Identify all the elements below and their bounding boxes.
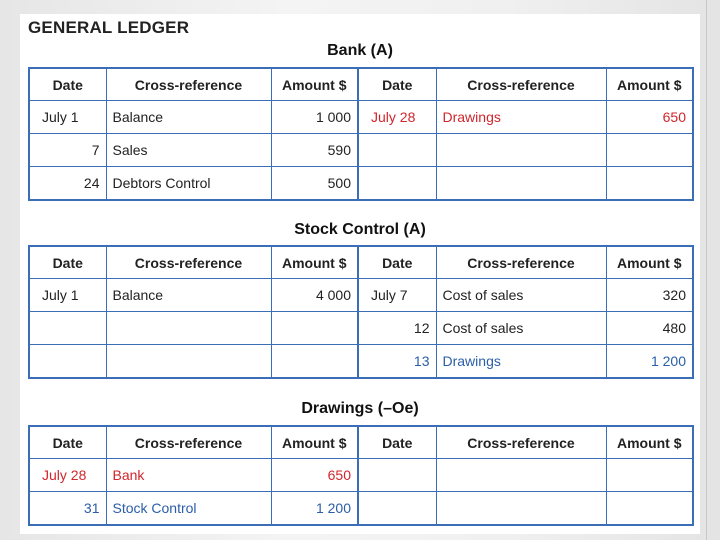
account-title-bank: Bank (A) — [327, 42, 393, 59]
header-amount: Amount $ — [606, 68, 693, 101]
ledger-table-bank — [28, 67, 694, 201]
credit-amount-cell: 480 — [606, 312, 693, 345]
debit-amount-cell: 650 — [271, 459, 358, 492]
debit-ref-cell: Stock Control — [106, 492, 271, 526]
table-row — [29, 312, 693, 345]
credit-date-cell — [358, 134, 436, 167]
debit-ref-cell: Debtors Control — [106, 167, 271, 201]
header-cross-reference: Cross-reference — [436, 246, 606, 279]
ledger-table-stock-control — [28, 245, 694, 379]
table-row — [29, 459, 693, 492]
debit-amount-cell — [271, 345, 358, 379]
credit-ref-cell: Drawings — [436, 345, 606, 379]
debit-date-cell: July 1 — [29, 279, 106, 312]
credit-amount-cell — [606, 492, 693, 526]
header-amount: Amount $ — [271, 426, 358, 459]
credit-amount-cell: 320 — [606, 279, 693, 312]
debit-amount-cell: 500 — [271, 167, 358, 201]
header-date: Date — [358, 68, 436, 101]
account-title-stock-control: Stock Control (A) — [294, 221, 426, 238]
header-amount: Amount $ — [271, 246, 358, 279]
credit-ref-cell: Cost of sales — [436, 312, 606, 345]
credit-date-cell: July 28 — [358, 101, 436, 134]
table-header-row — [29, 68, 693, 101]
header-cross-reference: Cross-reference — [436, 68, 606, 101]
debit-ref-cell — [106, 312, 271, 345]
account-title-drawings: Drawings (–Oe) — [301, 400, 419, 417]
credit-date-cell — [358, 492, 436, 526]
credit-amount-cell — [606, 134, 693, 167]
header-date: Date — [358, 426, 436, 459]
credit-date-cell: July 7 — [358, 279, 436, 312]
decorative-line — [706, 0, 707, 540]
header-date: Date — [358, 246, 436, 279]
debit-date-cell — [29, 345, 106, 379]
debit-ref-cell: Bank — [106, 459, 271, 492]
table-header-row — [29, 426, 693, 459]
debit-ref-cell: Sales — [106, 134, 271, 167]
credit-amount-cell: 1 200 — [606, 345, 693, 379]
table-row — [29, 101, 693, 134]
header-amount: Amount $ — [271, 68, 358, 101]
table-row — [29, 167, 693, 201]
header-cross-reference: Cross-reference — [106, 68, 271, 101]
ledger-sheet — [20, 14, 700, 534]
credit-ref-cell — [436, 459, 606, 492]
debit-amount-cell: 4 000 — [271, 279, 358, 312]
header-cross-reference: Cross-reference — [436, 426, 606, 459]
credit-amount-cell — [606, 459, 693, 492]
credit-date-cell: 12 — [358, 312, 436, 345]
ledger-table-drawings — [28, 425, 694, 526]
debit-date-cell: 31 — [29, 492, 106, 526]
credit-ref-cell — [436, 134, 606, 167]
debit-date-cell: 7 — [29, 134, 106, 167]
debit-date-cell: July 28 — [29, 459, 106, 492]
header-date: Date — [29, 246, 106, 279]
debit-date-cell — [29, 312, 106, 345]
credit-date-cell: 13 — [358, 345, 436, 379]
credit-date-cell — [358, 459, 436, 492]
debit-amount-cell: 1 000 — [271, 101, 358, 134]
table-row — [29, 345, 693, 379]
page-title: GENERAL LEDGER — [28, 18, 190, 37]
table-row — [29, 134, 693, 167]
debit-date-cell: July 1 — [29, 101, 106, 134]
header-cross-reference: Cross-reference — [106, 246, 271, 279]
table-header-row — [29, 246, 693, 279]
credit-ref-cell: Drawings — [436, 101, 606, 134]
credit-amount-cell — [606, 167, 693, 201]
header-amount: Amount $ — [606, 246, 693, 279]
credit-ref-cell — [436, 167, 606, 201]
credit-amount-cell: 650 — [606, 101, 693, 134]
header-amount: Amount $ — [606, 426, 693, 459]
debit-date-cell: 24 — [29, 167, 106, 201]
credit-ref-cell — [436, 492, 606, 526]
header-date: Date — [29, 68, 106, 101]
credit-date-cell — [358, 167, 436, 201]
debit-ref-cell: Balance — [106, 279, 271, 312]
header-cross-reference: Cross-reference — [106, 426, 271, 459]
debit-ref-cell: Balance — [106, 101, 271, 134]
debit-amount-cell: 1 200 — [271, 492, 358, 526]
debit-amount-cell: 590 — [271, 134, 358, 167]
table-row — [29, 492, 693, 526]
header-date: Date — [29, 426, 106, 459]
credit-ref-cell: Cost of sales — [436, 279, 606, 312]
table-row — [29, 279, 693, 312]
debit-ref-cell — [106, 345, 271, 379]
debit-amount-cell — [271, 312, 358, 345]
